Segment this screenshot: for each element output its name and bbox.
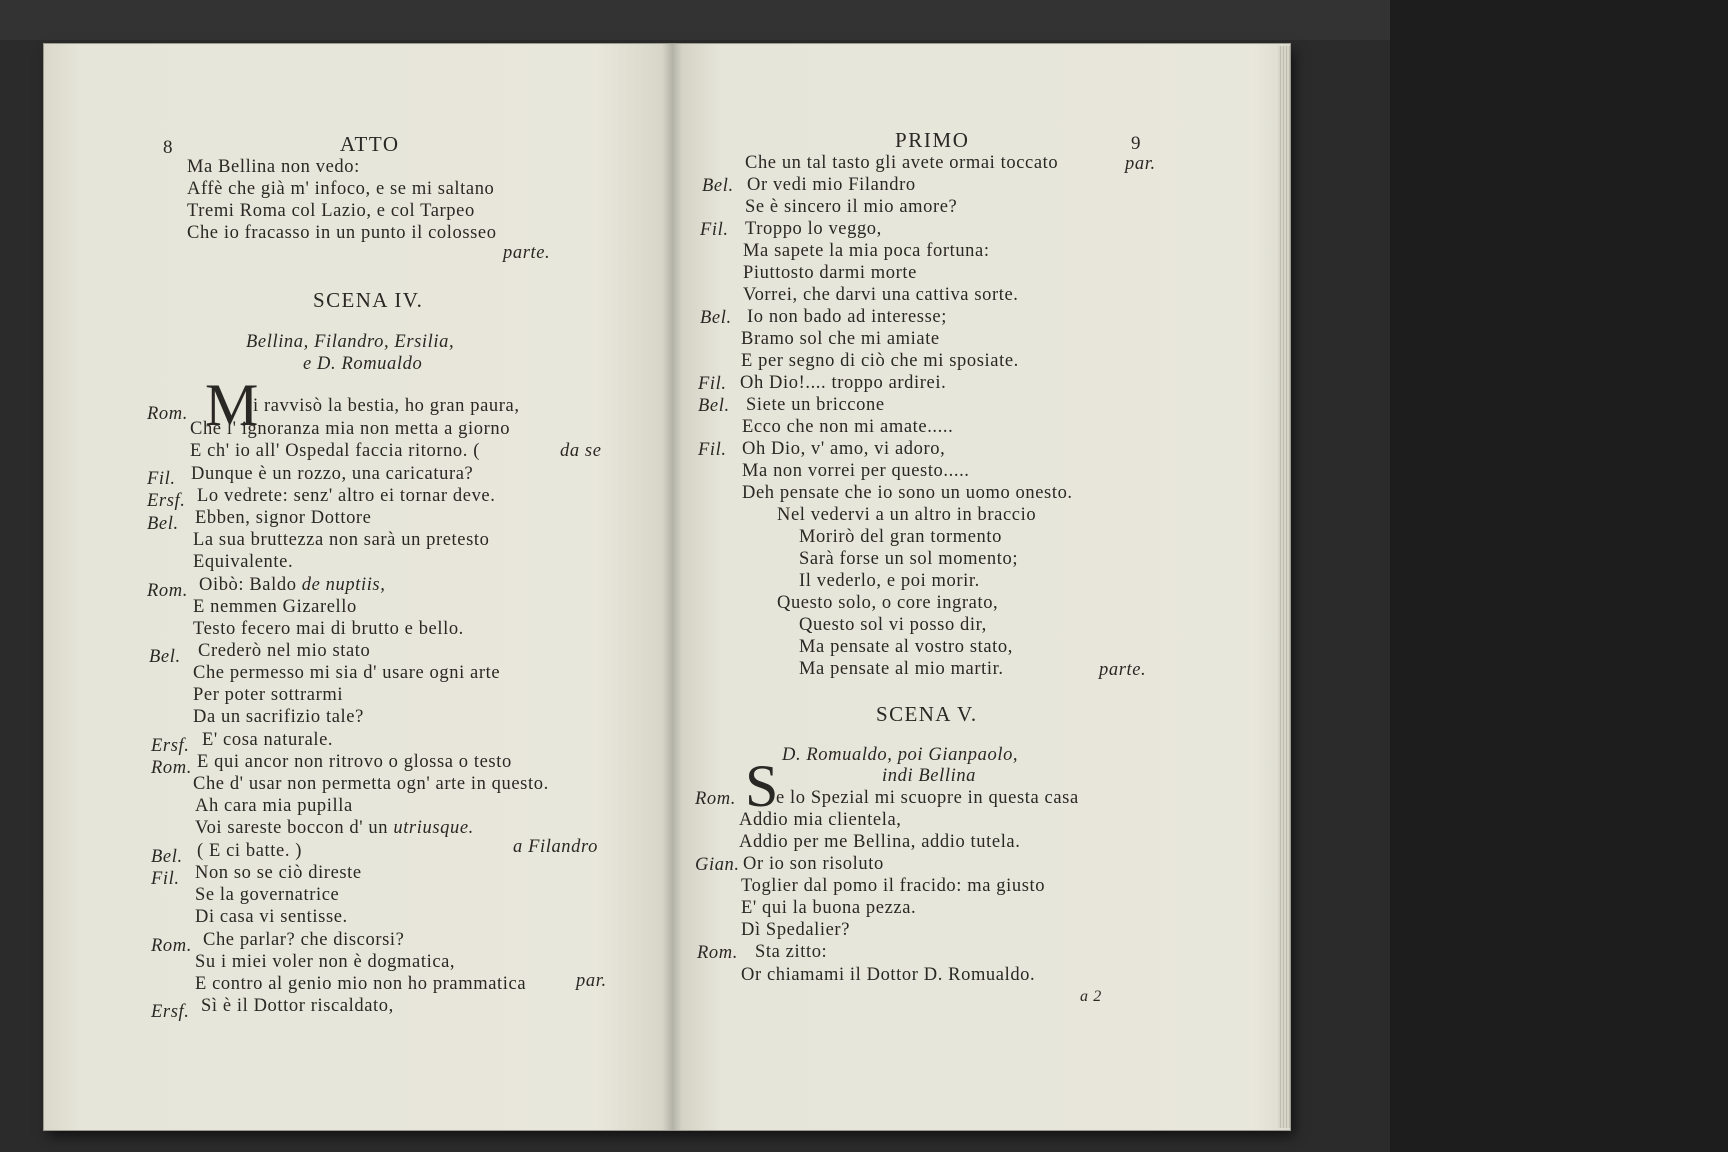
verse-line: Da un sacrifizio tale? xyxy=(193,707,364,727)
verse-line: Sarà forse un sol momento; xyxy=(799,549,1019,569)
verse-line: E qui ancor non ritrovo o glossa o testo xyxy=(197,752,512,772)
verse-line: Siete un briccone xyxy=(746,395,885,415)
signature-mark: a 2 xyxy=(1080,988,1102,1005)
verse-text: Oibò: Baldo xyxy=(199,575,302,595)
page-edges xyxy=(1278,46,1290,1128)
stage-direction: parte. xyxy=(503,243,551,263)
verse-line: Ah cara mia pupilla xyxy=(195,796,353,816)
verse-line: Che io fracasso in un punto il colosseo xyxy=(187,223,497,243)
verse-line: Ma sapete la mia poca fortuna: xyxy=(743,241,990,261)
verse-line: Crederò nel mio stato xyxy=(198,641,371,661)
verse-line: Or chiamami il Dottor D. Romualdo. xyxy=(741,965,1036,985)
speaker-label: Bel. xyxy=(702,176,734,196)
verse-line: Io non bado ad interesse; xyxy=(747,307,947,327)
verse-line: Che l' ignoranza mia non metta a giorno xyxy=(190,419,511,439)
speaker-label: Ersf. xyxy=(151,736,190,756)
stage-direction: par. xyxy=(576,971,607,991)
verse-line: Or vedi mio Filandro xyxy=(747,175,916,195)
speaker-label: Bel. xyxy=(151,847,183,867)
verse-line: Il vederlo, e poi morir. xyxy=(799,571,980,591)
verse-line: Or io son risoluto xyxy=(743,854,884,874)
verse-line: Ma pensate al mio martir. xyxy=(799,659,1004,679)
verse-line: E per segno di ciò che mi sposiate. xyxy=(741,351,1019,371)
stage-direction: da se xyxy=(560,441,602,461)
scene-title: SCENA IV. xyxy=(313,288,424,312)
backdrop-top xyxy=(0,0,1390,40)
verse-line: Vorrei, che darvi una cattiva sorte. xyxy=(743,285,1019,305)
running-head: PRIMO xyxy=(895,128,970,152)
latin-citation: utriusque. xyxy=(393,818,474,838)
verse-line: Che permesso mi sia d' usare ogni arte xyxy=(193,663,501,683)
speaker-label: Rom. xyxy=(147,404,188,424)
speaker-label: Bel. xyxy=(700,308,732,328)
speaker-label: Fil. xyxy=(698,440,727,460)
verse-line: Testo fecero mai di brutto e bello. xyxy=(193,619,464,639)
verse-line: Che d' usar non permetta ogn' arte in questo. xyxy=(193,774,549,794)
speaker-label: Fil. xyxy=(698,374,727,394)
verse-line: Ecco che non mi amate..... xyxy=(742,417,954,437)
latin-citation: de nuptiis, xyxy=(301,575,386,595)
speaker-label: Bel. xyxy=(147,514,179,534)
backdrop-right xyxy=(1390,0,1728,1152)
verse-line: Affè che già m' infoco, e se mi saltano xyxy=(187,179,495,199)
speaker-label: Ersf. xyxy=(147,491,186,511)
speaker-label: Gian. xyxy=(695,855,740,875)
verse-line: Dì Spedalier? xyxy=(741,920,850,940)
verse-line: Morirò del gran tormento xyxy=(799,527,1002,547)
verse-line: E nemmen Gizarello xyxy=(193,597,357,617)
page-number: 8 xyxy=(163,137,174,158)
verse-line: Oh Dio, v' amo, vi adoro, xyxy=(742,439,946,459)
page-number: 9 xyxy=(1131,133,1142,154)
stage-direction: par. xyxy=(1125,154,1156,174)
verse-line: Se è sincero il mio amore? xyxy=(745,197,958,217)
character-list: indi Bellina xyxy=(882,766,977,786)
verse-line: Nel vedervi a un altro in braccio xyxy=(777,505,1037,525)
speaker-label: Bel. xyxy=(698,396,730,416)
speaker-label: Fil. xyxy=(700,220,729,240)
stage-direction: parte. xyxy=(1099,660,1147,680)
verse-line: La sua bruttezza non sarà un pretesto xyxy=(193,530,490,550)
verse-line: Bramo sol che mi amiate xyxy=(741,329,940,349)
verse-line: Toglier dal pomo il fracido: ma giusto xyxy=(741,876,1046,896)
verse-line: i ravvisò la bestia, ho gran paura, xyxy=(253,396,520,416)
verse-line xyxy=(195,819,474,838)
speaker-label: Fil. xyxy=(147,469,176,489)
speaker-label: Fil. xyxy=(151,869,180,889)
verse-line: Questo sol vi posso dir, xyxy=(799,615,987,635)
verse-text: Voi sareste boccon d' un xyxy=(195,818,394,838)
verse-line: Ebben, signor Dottore xyxy=(195,508,372,528)
speaker-label: Rom. xyxy=(151,758,192,778)
verse-line: E' cosa naturale. xyxy=(202,730,334,750)
verse-line: Ma pensate al vostro stato, xyxy=(799,637,1013,657)
verse-line: Per poter sottrarmi xyxy=(193,685,344,705)
speaker-label: Bel. xyxy=(149,647,181,667)
character-list: Bellina, Filandro, Ersilia, xyxy=(246,332,455,352)
verse-line: E ch' io all' Ospedal faccia ritorno. ( xyxy=(190,441,480,461)
verse-line: Lo vedrete: senz' altro ei tornar deve. xyxy=(197,486,496,506)
verse-line: Sì è il Dottor riscaldato, xyxy=(201,996,394,1016)
verse-line: Che parlar? che discorsi? xyxy=(203,930,405,950)
speaker-label: Rom. xyxy=(695,789,736,809)
verse-line: Addio mia clientela, xyxy=(739,810,902,830)
drop-cap: S xyxy=(745,753,779,819)
character-list: D. Romualdo, poi Gianpaolo, xyxy=(782,745,1019,765)
verse-line: Su i miei voler non è dogmatica, xyxy=(195,952,456,972)
verse-line: Non so se ciò direste xyxy=(195,863,362,883)
speaker-label: Rom. xyxy=(697,943,738,963)
verse-line: Sta zitto: xyxy=(755,942,828,962)
verse-line: Questo solo, o core ingrato, xyxy=(777,593,999,613)
verse-line: ( E ci batte. ) xyxy=(197,841,303,861)
verse-line: Troppo lo veggo, xyxy=(745,219,882,239)
verse-line: Oh Dio!.... troppo ardirei. xyxy=(740,373,947,393)
verse-line: Ma non vorrei per questo..... xyxy=(742,461,970,481)
character-list: e D. Romualdo xyxy=(303,354,423,374)
speaker-label: Ersf. xyxy=(151,1002,190,1022)
verse-line: Deh pensate che io sono un uomo onesto. xyxy=(742,483,1073,503)
book-gutter xyxy=(662,44,682,1130)
verse-line: Dunque è un rozzo, una caricatura? xyxy=(191,464,474,484)
verse-line: Ma Bellina non vedo: xyxy=(187,157,360,177)
stage-direction: a Filandro xyxy=(513,837,598,857)
verse-line: Che un tal tasto gli avete ormai toccato xyxy=(745,153,1059,173)
running-head: ATTO xyxy=(340,132,400,156)
verse-line: E' qui la buona pezza. xyxy=(741,898,917,918)
verse-line: Addio per me Bellina, addio tutela. xyxy=(739,832,1021,852)
verse-line: e lo Spezial mi scuopre in questa casa xyxy=(776,788,1079,808)
verse-line: Equivalente. xyxy=(193,552,294,572)
scene-title: SCENA V. xyxy=(876,702,978,726)
verse-line: Se la governatrice xyxy=(195,885,340,905)
verse-line: Tremi Roma col Lazio, e col Tarpeo xyxy=(187,201,475,221)
speaker-label: Rom. xyxy=(147,581,188,601)
verse-line: E contro al genio mio non ho prammatica xyxy=(195,974,527,994)
verse-line: Di casa vi sentisse. xyxy=(195,907,348,927)
speaker-label: Rom. xyxy=(151,936,192,956)
drop-cap: M xyxy=(205,372,259,438)
verse-line xyxy=(199,576,385,595)
verse-line: Piuttosto darmi morte xyxy=(743,263,917,283)
